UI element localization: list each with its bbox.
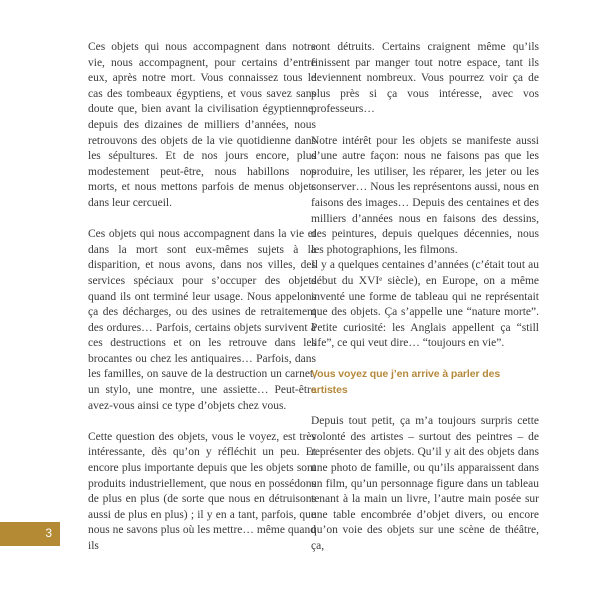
right-text-column: [311, 40, 539, 555]
paragraph: Cette question des objets, vous le voyez, est très intéressante, dès qu’on y réfléchit un peu. Et encore plus importante depuis que les objets sont produits industriellement, que nous en possédons de plus en plus (de sorte que nous en détruisons aussi de plus en plus) ; il y en a tant, parfois, que nous ne savons plus où les mettre… même quand ils: [88, 430, 316, 552]
section-subheading: Vous voyez que j’en arrive à parler des artistes: [311, 368, 501, 397]
paragraph: Depuis tout petit, ça m’a toujours surpris cette volonté des artistes – surtout des peintres – de représenter des objets. Qu’il y ait des objets dans une photo de famille, ou qu’ils apparaissent dans un film, qu’un personnage figure dans un tableau tenant à la main un livre, l’autre main posée sur une table encombrée d’objet divers, ou encore qu’on voie des objets sur une scène de théâtre, ça,: [311, 415, 539, 552]
paragraph: Ces objets qui nous accompagnent dans notre vie, nous accompagnent, pour certains d’entre eux, après notre mort. Vous connaissez tous le cas des tombeaux égyptiens, et vous savez sans doute que, bien avant la civilisation égyptienne, depuis des dizaines de milliers d’années, nous retrouvons des objets de la vie quotidienne dans les sépultures. Et de nos jours encore, plus modestement peut-être, nous habillons nos morts, et nous mettons parfois de menus objets dans leur cercueil.: [88, 41, 316, 209]
paragraph: Ces objets qui nous accompagnent dans la vie et dans la mort sont eux-mêmes sujets à la disparition, et nous avons, dans nos villes, des services spéciaux pour s’occuper des objets quand ils ont terminé leur usage. Nous appelons ça des décharges, ou des usines de retraitement des ordures… Parfois, certains objets survivent à ces destructions et on les retrouve dans les brocantes ou chez les antiquaires… Parfois, dans les familles, on sauve de la destruction un carnet, un stylo, une montre, une assiette… Peut-être avez-vous ainsi ce type d’objets chez vous.: [88, 228, 316, 412]
page-number: 3: [45, 526, 52, 540]
paragraph: Il y a quelques centaines d’années (c’était tout au début du XVIᵉ siècle), en Europe, on a même inventé une forme de tableau qui ne représentait que des objets. Ça s’appelle une “nature morte”. Petite curiosité: les Anglais appellent ça “still life”, ce qui veut dire… “toujours en vie”.: [311, 259, 539, 350]
page-number-tab: [0, 522, 60, 546]
paragraph: sont détruits. Certains craignent même qu’ils finissent par manger tout notre espace, tant ils deviennent nombreux. Vous pourrez voir ça de plus près si ça vous intéresse, avec vos professeurs…: [311, 41, 539, 116]
left-text-column: [88, 40, 316, 555]
paragraph: Notre intérêt pour les objets se manifeste aussi d’une autre façon: nous ne faisons pas que les produire, les utiliser, les réparer, les jeter ou les conserver… Nous les représentons aussi, nous en faisons des images… Depuis des centaines et des milliers d’années nous en faisons des dessins, des peintures, depuis quelques décennies, nous les photographions, les filmons.: [311, 134, 539, 256]
